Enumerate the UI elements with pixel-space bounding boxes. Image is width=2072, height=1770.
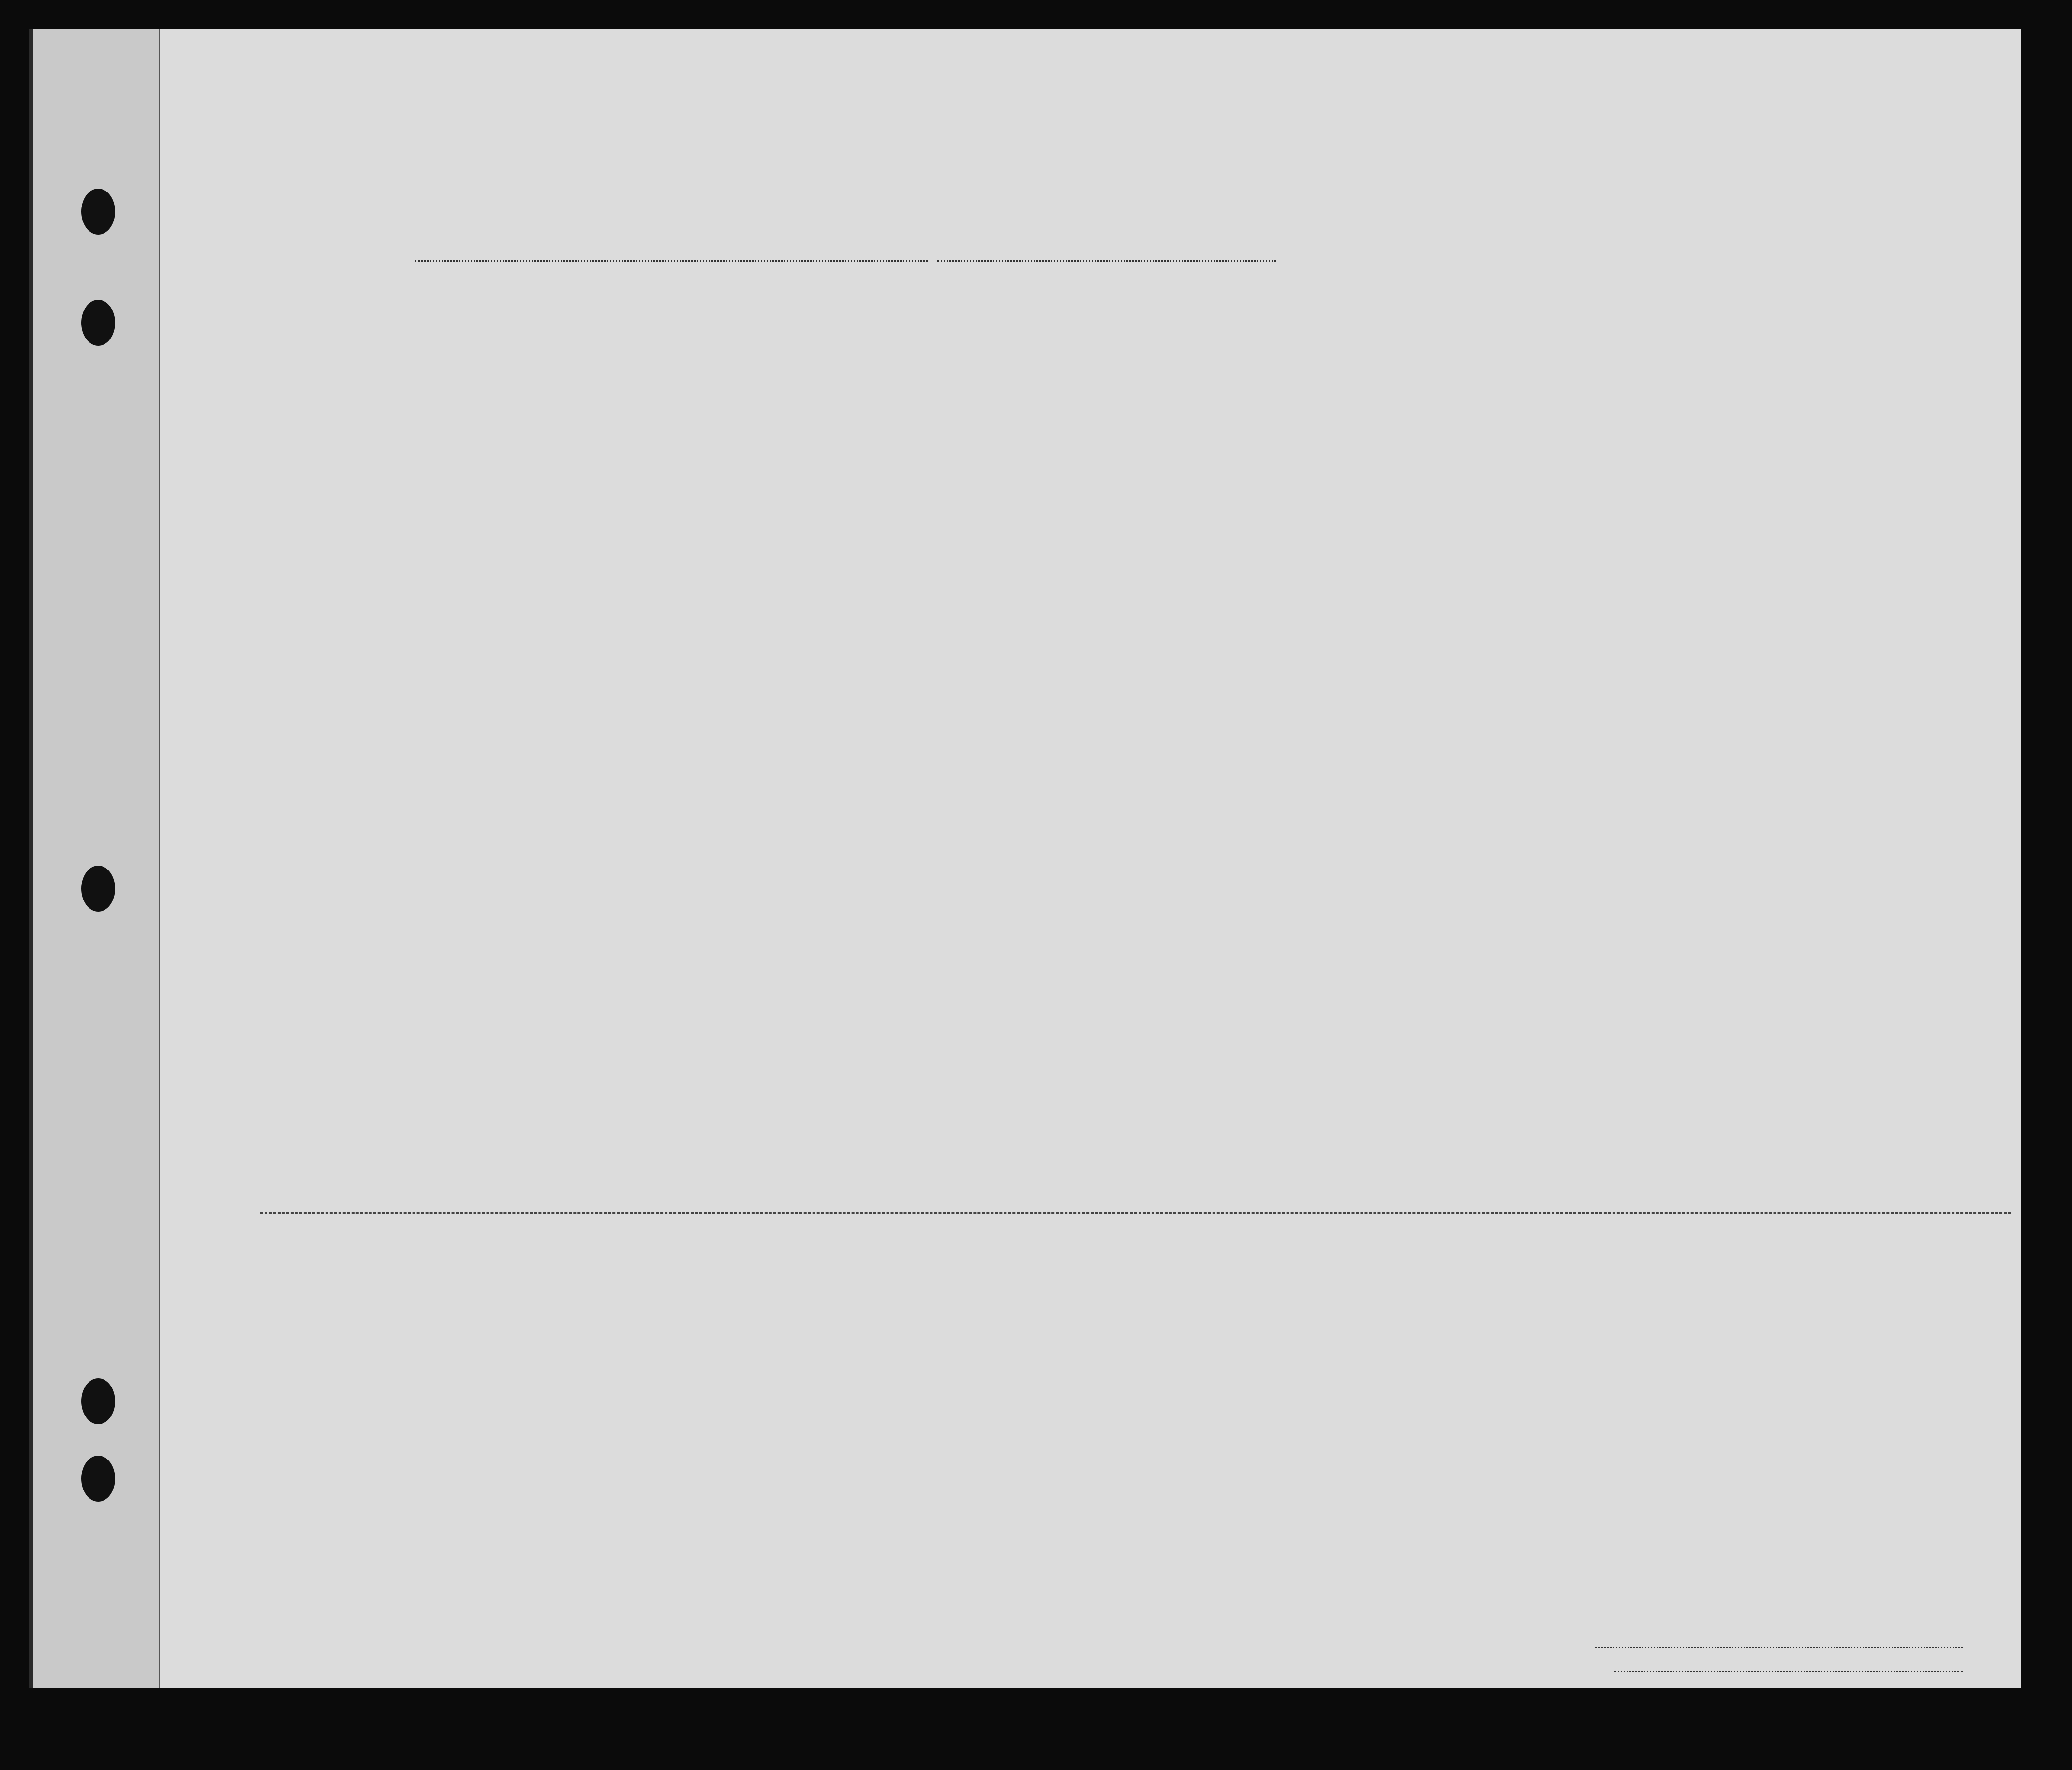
dashed-separator — [260, 1212, 2011, 1214]
ruled-grid — [33, 29, 2021, 1688]
manifest-sheet — [29, 29, 2021, 1688]
